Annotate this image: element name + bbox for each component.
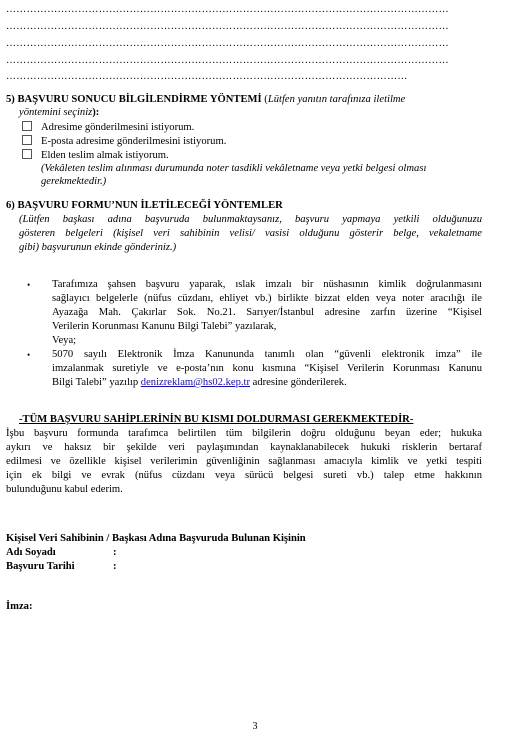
declaration-line1: İşbu başvuru formunda tarafımca belirtilen tüm bilgilerin doğru olduğunu beyan eder; hukuka <box>6 428 482 439</box>
option-label: Adresime gönderilmesini istiyorum. <box>41 122 195 133</box>
section6-intro-line1: (Lütfen başkası adına başvuruda bulunmaktaysanız, başvuru yapmaya yetkili olduğunuzu <box>19 214 482 225</box>
section5-heading-line: 5) BAŞVURU SONUCU BİLGİLENDİRME YÖNTEMİ (Lütfen yanıtın tarafınıza iletilme <box>6 94 406 105</box>
declaration-line3: edilmesi ve özellikle kişisel verilerimin güvenliğinin sağlanması amacıyla kimlik ve yetki tespiti <box>6 456 482 467</box>
bullet1-line2: sağlayıcı belgelerle (nüfus cüzdanı, ehliyet vb.) birlikte bizzat elden veya noter aracılığı ile <box>52 293 482 304</box>
date-label: Başvuru Tarihi <box>6 561 75 572</box>
dotted-line-5: ……………………………………………………………………………………………………… <box>6 71 408 82</box>
checkbox[interactable] <box>22 149 32 159</box>
option3-note-line1: (Vekâleten teslim alınması durumunda noter tasdikli vekâletname veya yetki belgesi olması <box>41 163 427 174</box>
bullet1-line3: Ayazağa Mah. Çakırlar Sok. No.21. Sarıyer/İstanbul adresine zarfın üzerine “Kişisel <box>52 307 482 318</box>
option-label: E-posta adresime gönderilmesini istiyorum. <box>41 136 227 147</box>
section5-heading: 5) BAŞVURU SONUCU BİLGİLENDİRME YÖNTEMİ <box>6 94 262 105</box>
section5-note: Lütfen yanıtın tarafınıza iletilme <box>267 94 406 105</box>
declaration-line5: bulunduğunu kabul ederim. <box>6 484 123 495</box>
signature-label: İmza: <box>6 601 33 612</box>
email-link[interactable]: denizreklam@hs02.kep.tr <box>140 377 250 388</box>
signature-heading: Kişisel Veri Sahibinin / Başkası Adına Başvuruda Bulunan Kişinin <box>6 533 306 544</box>
dotted-line-2: ………………………………………………………………………………………………………………… <box>6 21 449 32</box>
option-email[interactable] <box>22 135 226 149</box>
option3-note-line2: gerekmektedir.) <box>41 176 107 187</box>
bullet: • <box>27 350 31 360</box>
option-post[interactable] <box>22 121 194 135</box>
page-number: 3 <box>252 721 258 732</box>
checkbox[interactable] <box>22 135 32 145</box>
section6-intro-line3: gibi) başvurunun ekinde gönderiniz.) <box>19 242 177 253</box>
dotted-line-3: ………………………………………………………………………………………………………………… <box>6 38 449 49</box>
option-in-person[interactable] <box>22 149 169 163</box>
declaration-heading: -TÜM BAŞVURU SAHİPLERİNİN BU KISMI DOLDURMASI GEREKMEKTEDİR- <box>19 414 414 425</box>
section6-intro-line2: gösteren belgeleri (kişisel veri sahibinin velisi/ vasisi olduğunu gösterir belge, vekaletname <box>19 228 482 239</box>
section5-note-line2: yöntemini seçiniz): <box>19 107 100 118</box>
date-colon: : <box>113 561 117 572</box>
name-colon: : <box>113 547 117 558</box>
or-text: Veya; <box>52 335 77 346</box>
name-label: Adı Soyadı <box>6 547 56 558</box>
checkbox[interactable] <box>22 121 32 131</box>
bullet2-line1: 5070 sayılı Elektronik İmza Kanununda tanımlı olan “güvenli elektronik imza” ile <box>52 349 482 360</box>
declaration-line2: aykırı ve haksız bir şekilde veri paylaşımından kaynaklanabilecek hukuki risklerin bertaraf <box>6 442 482 453</box>
option-label: Elden teslim almak istiyorum. <box>41 150 169 161</box>
bullet2-line2: imzalanmak suretiyle ve e-posta’nın konu kısmına “Kişisel Verilerin Korunması Kanunu <box>52 363 482 374</box>
dotted-line-1: ………………………………………………………………………………………………………………… <box>6 4 449 15</box>
declaration-line4: için ek bilgi ve evrak (nüfus cüzdanı veya sürücü belgesi sureti vb.) talep etme hakkının <box>6 470 482 481</box>
bullet1-line4: Verilerin Korunması Kanunu Bilgi Talebi” yazılarak, <box>52 321 277 332</box>
section6-heading: 6) BAŞVURU FORMU’NUN İLETİLECEĞİ YÖNTEMLER <box>6 200 283 211</box>
dotted-line-4: ………………………………………………………………………………………………………………… <box>6 55 449 66</box>
bullet1-line1: Tarafımıza şahsen başvuru yaparak, ıslak imzalı bir nüshasının kimlik doğrulanmasını <box>52 279 482 290</box>
bullet: • <box>27 280 31 290</box>
bullet2-line3: Bilgi Talebi” yazılıp denizreklam@hs02.kep.tr adresine gönderilerek. <box>52 377 347 388</box>
